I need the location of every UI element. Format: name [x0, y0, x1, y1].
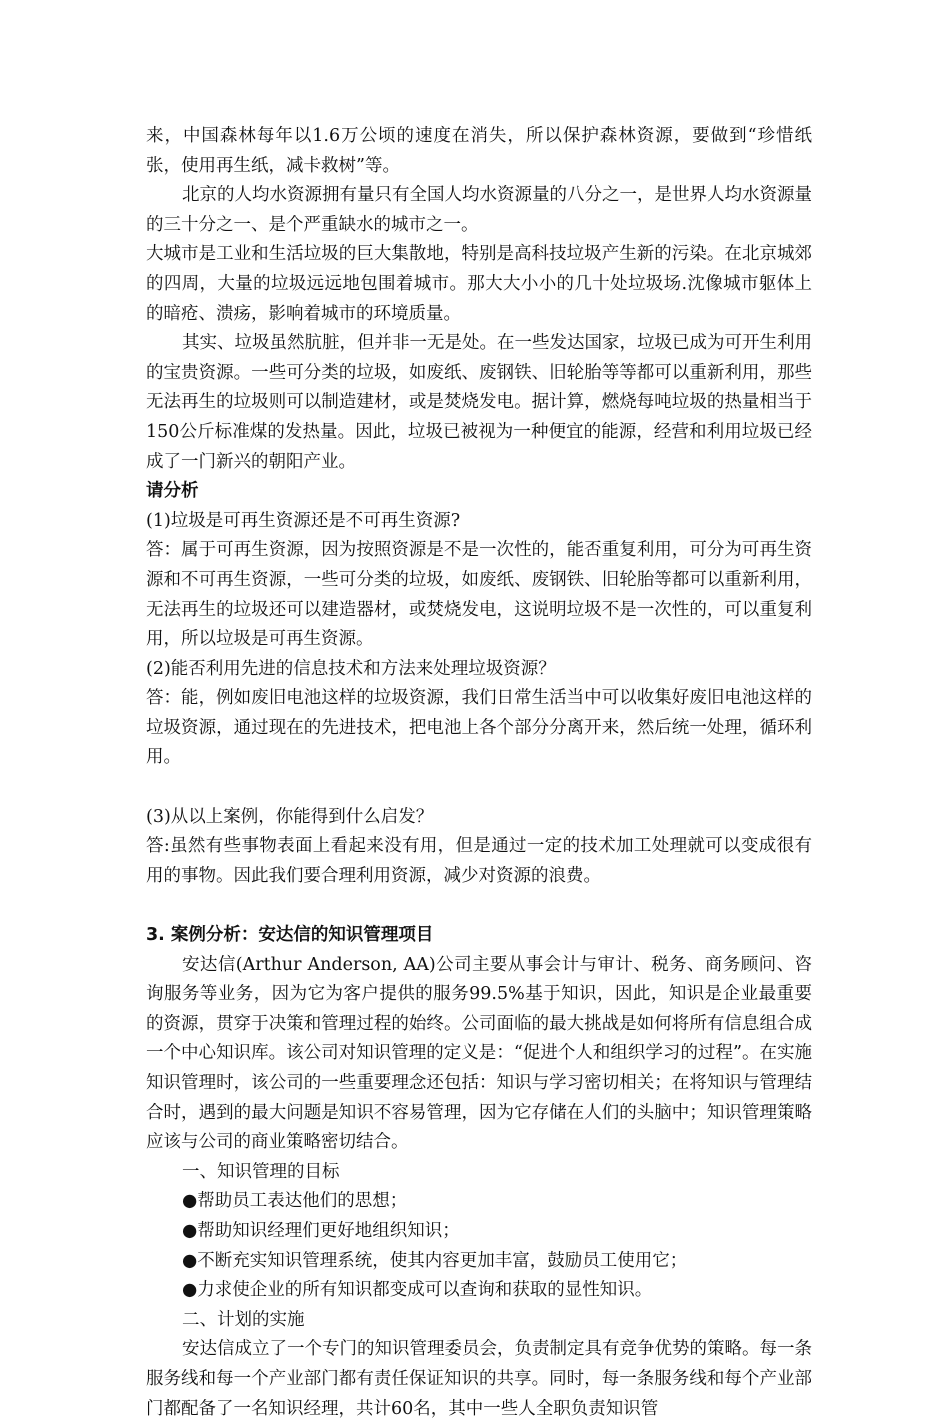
plan-text: 安达信成立了一个专门的知识管理委员会，负责制定具有竞争优势的策略。每一条服务线和每一个产业部门都有责任保证知识的共享。同时，每一条服务线和每个产业部门都配备了一名知识经理，共计60名，其中一些人全职负责知识管	[146, 1339, 812, 1419]
goal-item: ●帮助知识经理们更好地组织知识；	[182, 1220, 460, 1241]
question-3: (3)从以上案例，你能得到什么启发？	[146, 806, 434, 827]
answer-2: 答：能，例如废旧电池这样的垃圾资源，我们日常生活当中可以收集好废旧电池这样的垃圾资源，通过现在的先进技术，把电池上各个部分分离开来，然后统一处理，循环利用。	[146, 688, 812, 768]
answer-1: 答：属于可再生资源，因为按照资源是不是一次性的，能否重复利用，可分为可再生资源和不可再生资源，一些可分类的垃圾，如废纸、废钢铁、旧轮胎等都可以重新利用，无法再生的垃圾还可以建造器材，或焚烧发电，这说明垃圾不是一次性的，可以重复利用，所以垃圾是可再生资源。	[146, 540, 812, 650]
question-1: (1)垃圾是可再生资源还是不可再生资源?	[146, 510, 461, 531]
paragraph-city-garbage: 大城市是工业和生活垃圾的巨大集散地，特别是高科技垃圾产生新的污染。在北京城郊的四周，大量的垃圾远远地包围着城市。那大大小小的几十处垃圾场.沈像城市躯体上的暗疮、溃疡，影响着城市的环境质量。	[146, 244, 812, 324]
paragraph-beijing-water: 北京的人均水资源拥有量只有全国人均水资源量的八分之一，是世界人均水资源量的三十分之一、是个严重缺水的城市之一。	[146, 185, 812, 235]
paragraph-forest: 来，中国森林每年以1.6万公顷的速度在消失，所以保护森林资源，要做到“珍惜纸张，使用再生纸，减卡救树”等。	[146, 126, 812, 176]
goal-item: ●帮助员工表达他们的思想；	[182, 1191, 408, 1212]
plan-heading: 二、计划的实施	[182, 1309, 305, 1330]
case3-heading: 3. 案例分析：安达信的知识管理项目	[146, 925, 434, 946]
answer-3: 答:虽然有些事物表面上看起来没有用，但是通过一定的技术加工处理就可以变成很有用的事物。因此我们要合理利用资源，减少对资源的浪费。	[146, 836, 812, 886]
case3-intro: 安达信(Arthur Anderson, AA)公司主要从事会计与审计、税务、商务顾问、咨询服务等业务，因为它为客户提供的服务99.5%基于知识，因此，知识是企业最重要的资源，贯穿于决策和管理过程的始终。公司面临的最大挑战是如何将所有信息组合成一个中心知识库。该公司对知识管理的定义是：“促进个人和组织学习的过程”。在实施知识管理时，该公司的一些重要理念还包括：知识与学习密切相关；在将知识与管理结合时，遇到的最大问题是知识不容易管理，因为它存储在人们的头脑中；知识管理策略应该与公司的商业策略密切结合。	[146, 954, 812, 1153]
goal-item: ●不断充实知识管理系统，使其内容更加丰富，鼓励员工使用它；	[182, 1250, 688, 1271]
spacer	[146, 891, 812, 921]
question-2: (2)能否利用先进的信息技术和方法来处理垃圾资源？	[146, 658, 556, 679]
goal-item: ●力求使企业的所有知识都变成可以查询和获取的显性知识。	[182, 1280, 653, 1301]
spacer	[146, 773, 812, 803]
paragraph-garbage-resource: 其实、垃圾虽然肮脏，但并非一无是处。在一些发达国家，垃圾已成为可开生利用的宝贵资源。一些可分类的垃圾，如废纸、废钢铁、旧轮胎等等都可以重新利用，那些无法再生的垃圾则可以制造建材，或是焚烧发电。据计算，燃烧每吨垃圾的热量相当于150公斤标准煤的发热量。因此，垃圾已被视为一种便宜的能源，经营和利用垃圾已经成了一门新兴的朝阳产业。	[146, 333, 812, 472]
goals-heading: 一、知识管理的目标	[182, 1161, 340, 1182]
document-page	[146, 122, 812, 1424]
analysis-heading: 请分析	[146, 481, 199, 502]
